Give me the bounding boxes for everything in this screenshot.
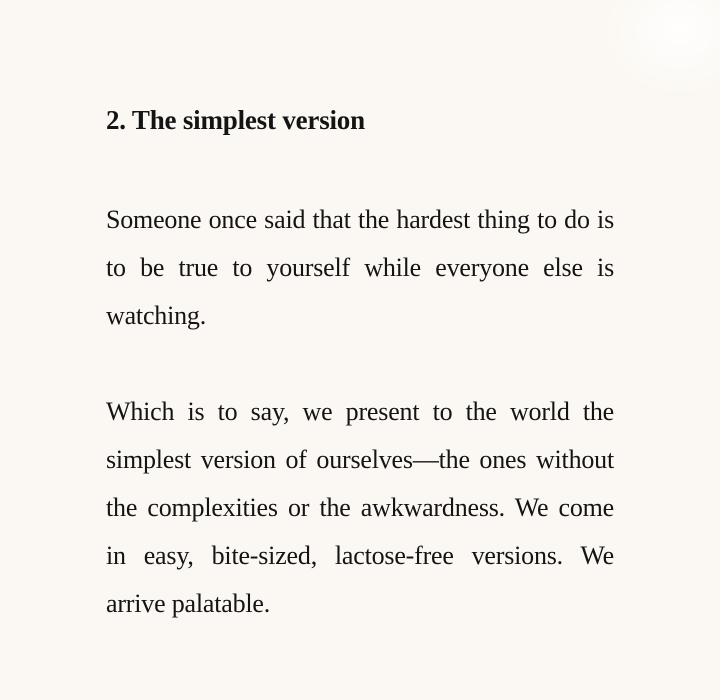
paragraph-2: Which is to say, we present to the world the simplest version of ourselves—the ones without the complexities or the awkwardness. We come in easy, bite-sized, lactose-free versions. We arrive palatable.	[106, 397, 614, 618]
paragraph-1: Someone once said that the hardest thing to do is to be true to yourself while everyone else is watching.	[106, 205, 614, 330]
corner-glare	[600, 0, 720, 100]
section-heading: 2. The simplest version	[106, 105, 365, 135]
article-body	[106, 100, 614, 628]
